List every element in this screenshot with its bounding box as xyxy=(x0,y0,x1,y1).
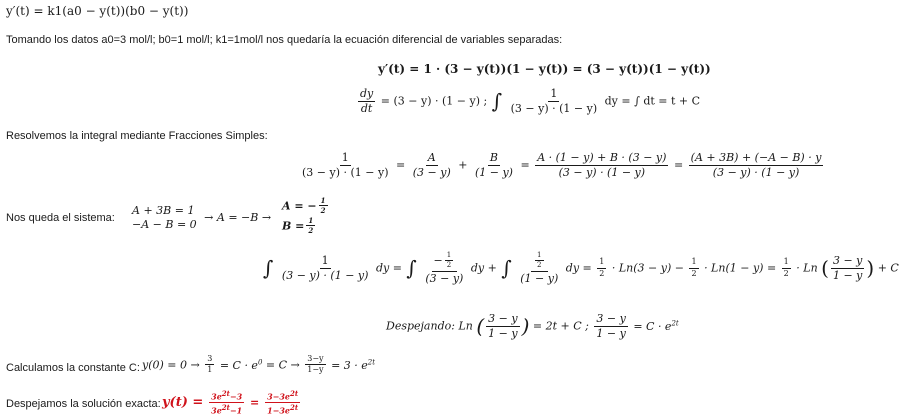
solution-a: A = − xyxy=(282,199,317,213)
constant-label: Calculamos la constante C: xyxy=(6,362,140,374)
integral-resolution: ∫ $\frac{1}{(3 - y) \cdot (1 - y)}$ dy = ∫ − $\frac{1}{2}$ (3 − y) dy + ∫ $\frac{\frac{1}{2}}{(1 - y)}$ dy = $\frac{1}{2}$ · Ln(3 − y) − $\frac{1}{2}$ · Ln(1 − y) = $\frac{1}{2}$ · Ln ( $\frac{3 - y}{1 - y}$ ) + C xyxy=(263,251,899,285)
fraction-grouped: $\frac{(A + 3B) + (-A - B) \cdot y}{(3 - y) \cdot (1 - y)}$ xyxy=(690,151,822,179)
ode-equation: y′(t) = k1(a0 − y(t))(b0 − y(t)) xyxy=(6,4,189,18)
data-paragraph: Tomando los datos a0=3 mol/l; b0=1 mol/l; k1=1mol/l nos quedaría la ecuación diferencial de variables separadas: xyxy=(6,34,563,46)
fraction-combined: $\frac{A \cdot (1 - y) + B \cdot (3 - y)}{(3 - y) \cdot (1 - y)}$ xyxy=(537,151,667,179)
fraction-1: $\frac{1}{(3 - y) \cdot (1 - y)}$ xyxy=(302,151,389,179)
despejando-label: Despejando: xyxy=(386,319,455,333)
fraction-b: $\frac{B}{(1 - y)}$ xyxy=(474,151,513,179)
dy-dt-fraction: $\frac{dy}{dt}$ xyxy=(360,87,374,115)
separated-variables-equation xyxy=(356,88,700,114)
system-rows xyxy=(132,204,197,232)
system-row-2: −A − B = 0 xyxy=(132,217,197,231)
integrand-fraction: $\frac{1}{(3 - y) \cdot (1 - y)}$ xyxy=(510,87,598,115)
system-label: Nos queda el sistema: xyxy=(6,212,115,224)
final-label: Despejamos la solución exacta: xyxy=(6,398,161,410)
despejando-equation: Despejando: Ln ( $\frac{3 - y}{1 - y}$ ) = 2t + C ; $\frac{3 - y}{1 - y}$ = $C \cdot e^{2t}$ xyxy=(386,312,679,340)
partial-fractions-paragraph: Resolvemos la integral mediante Fracciones Simples: xyxy=(6,130,268,142)
solution-b: B = xyxy=(282,219,305,233)
constant-equation: y(0) = 0 → $\frac{3}{1}$ = $C \cdot e^0 = C$ → $\frac{3-y}{1-y}$ = $3 \cdot e^{2t}$ xyxy=(142,354,376,375)
system-solution: A = − $\frac{1}{2}$ B = $\frac{1}{2}$ xyxy=(282,196,326,236)
integral-result: dy = ∫ dt = t + C xyxy=(604,94,701,108)
exact-solution: y(t) = $\frac{3e^{2t}-3}{3e^{2t}-1}$ = $\frac{3-3e^{2t}}{1-3e^{2t}}$ xyxy=(162,389,299,416)
rhs-product: = (3 − y) · (1 − y) ; xyxy=(380,94,488,108)
linear-system xyxy=(132,204,271,232)
integral-sign: ∫ xyxy=(491,89,503,114)
partial-fraction-decomposition: $\frac{1}{(3 - y) \cdot (1 - y)}$ = $\frac{A}{(3 - y)}$ + $\frac{B}{(1 - y)}$ = $\frac{A \cdot (1 - y) + B \cdot (3 - y)}{(3 - y) \cdot (1 - y)}$ = $\frac{(A + 3B) + (-A - B) \cdot y}{(3 - y) \cdot (1 - y)}$ xyxy=(302,151,822,179)
ode-substituted-equation: y′(t) = 1 · (3 − y(t))(1 − y(t)) = (3 − y(t))(1 − y(t)) xyxy=(378,62,711,76)
fraction-a: $\frac{A}{(3 - y)}$ xyxy=(412,151,451,179)
system-implication: → A = −B → xyxy=(204,211,272,225)
system-row-1: A + 3B = 1 xyxy=(132,204,195,217)
